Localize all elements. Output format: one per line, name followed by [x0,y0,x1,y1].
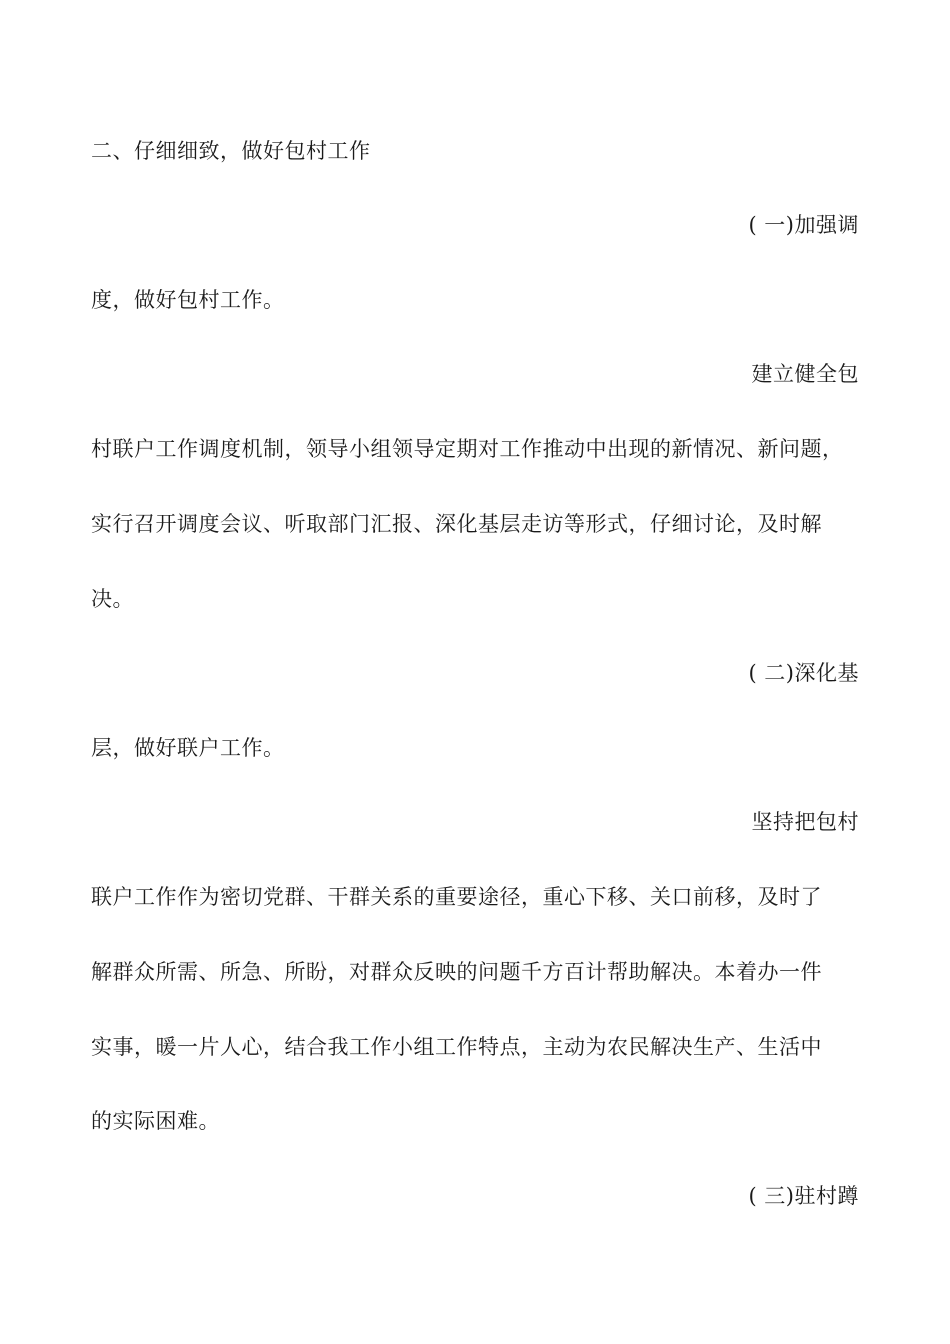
subsection-heading-1: ( 一)加强调 [748,213,859,237]
subsection-heading-3: ( 三)驻村蹲 [748,1184,859,1208]
text-line: 度，做好包村工作。 [91,288,285,312]
text-line: 建立健全包 [751,362,859,386]
text-line: 村联户工作调度机制，领导小组领导定期对工作推动中出现的新情况、新问题， [91,437,844,461]
section-heading: 二、仔细细致，做好包村工作 [91,139,371,163]
text-line: 联户工作作为密切党群、干群关系的重要途径，重心下移、关口前移，及时了 [91,885,822,909]
text-line: 决。 [91,587,134,611]
text-line: 实事，暖一片人心，结合我工作小组工作特点，主动为农民解决生产、生活中 [91,1035,822,1059]
text-line: 实行召开调度会议、听取部门汇报、深化基层走访等形式，仔细讨论，及时解 [91,512,822,536]
text-line: 层，做好联户工作。 [91,736,285,760]
text-line: 解群众所需、所急、所盼，对群众反映的问题千方百计帮助解决。本着办一件 [91,960,822,984]
text-line: 坚持把包村 [751,810,859,834]
subsection-heading-2: ( 二)深化基 [748,661,859,685]
text-line: 的实际困难。 [91,1109,220,1133]
